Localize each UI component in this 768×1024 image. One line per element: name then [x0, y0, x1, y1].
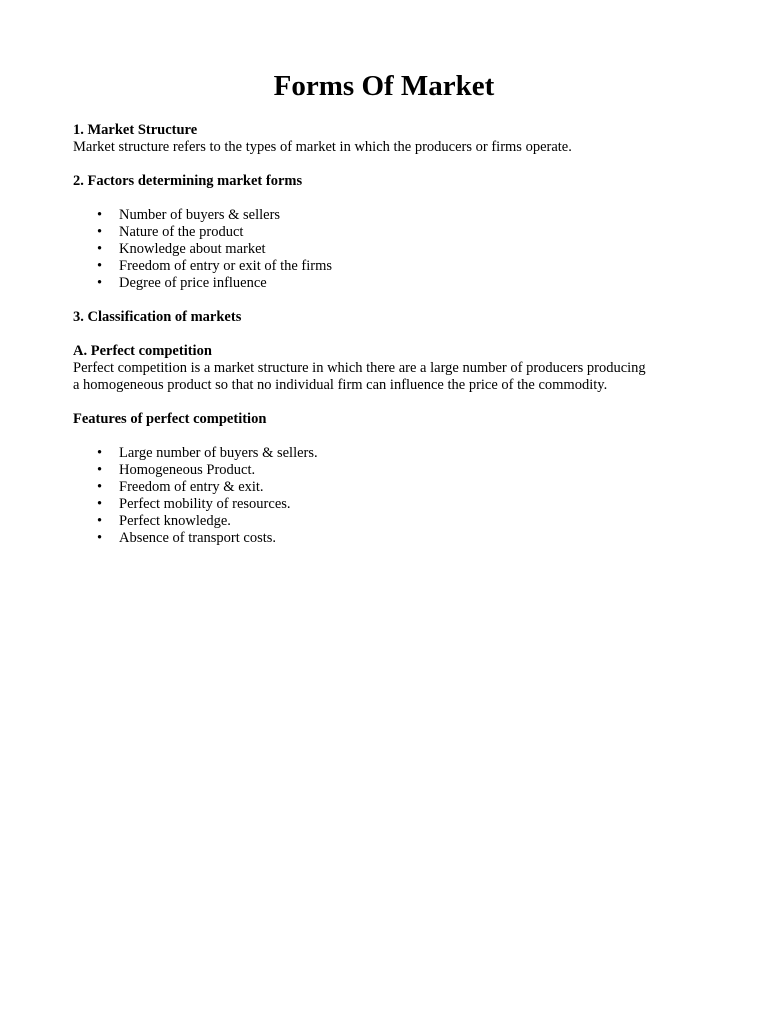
bullet-icon: • — [97, 445, 103, 461]
section-heading-features: Features of perfect competition — [73, 411, 267, 427]
spacer — [73, 190, 695, 207]
list-item — [73, 258, 695, 275]
list-item — [73, 224, 695, 241]
list-item — [73, 445, 695, 462]
spacer — [73, 394, 695, 411]
document-page — [73, 66, 695, 547]
bullet-icon: • — [97, 207, 103, 223]
features-list — [73, 445, 695, 547]
bullet-icon: • — [97, 462, 103, 478]
bullet-icon: • — [97, 496, 103, 512]
list-item-text: Perfect knowledge. — [119, 513, 231, 529]
list-item-text: Knowledge about market — [119, 241, 266, 257]
list-item-text: Degree of price influence — [119, 275, 267, 291]
spacer — [73, 326, 695, 343]
list-item-text: Homogeneous Product. — [119, 462, 256, 478]
bullet-icon: • — [97, 241, 103, 257]
bullet-icon: • — [97, 224, 103, 240]
bullet-icon: • — [97, 258, 103, 274]
list-item-text: Number of buyers & sellers — [119, 207, 281, 223]
section-heading-market-structure: 1. Market Structure — [73, 122, 198, 138]
list-item-text: Large number of buyers & sellers. — [119, 445, 318, 461]
list-item — [73, 207, 695, 224]
list-item-text: Perfect mobility of resources. — [119, 496, 291, 512]
list-item — [73, 275, 695, 292]
page-title: Forms Of Market — [273, 70, 495, 102]
list-item — [73, 496, 695, 513]
bullet-icon: • — [97, 479, 103, 495]
perfect-competition-definition-line-2: a homogeneous product so that no individual firm can influence the price of the commodity. — [73, 377, 608, 393]
factors-list — [73, 207, 695, 292]
bullet-icon: • — [97, 513, 103, 529]
section-heading-classification: 3. Classification of markets — [73, 309, 242, 325]
list-item — [73, 513, 695, 530]
list-item — [73, 241, 695, 258]
list-item — [73, 479, 695, 496]
perfect-competition-definition-line-1: Perfect competition is a market structure in which there are a large number of producers producing — [73, 360, 646, 376]
bullet-icon: • — [97, 275, 103, 291]
list-item-text: Nature of the product — [119, 224, 244, 240]
list-item — [73, 530, 695, 547]
section-heading-factors: 2. Factors determining market forms — [73, 173, 303, 189]
market-structure-definition: Market structure refers to the types of market in which the producers or firms operate. — [73, 139, 572, 155]
spacer — [73, 292, 695, 309]
spacer — [73, 156, 695, 173]
bullet-icon: • — [97, 530, 103, 546]
list-item — [73, 462, 695, 479]
spacer — [73, 428, 695, 445]
list-item-text: Freedom of entry & exit. — [119, 479, 264, 495]
list-item-text: Absence of transport costs. — [119, 530, 277, 546]
list-item-text: Freedom of entry or exit of the firms — [119, 258, 333, 274]
section-heading-perfect-competition: A. Perfect competition — [73, 343, 212, 359]
